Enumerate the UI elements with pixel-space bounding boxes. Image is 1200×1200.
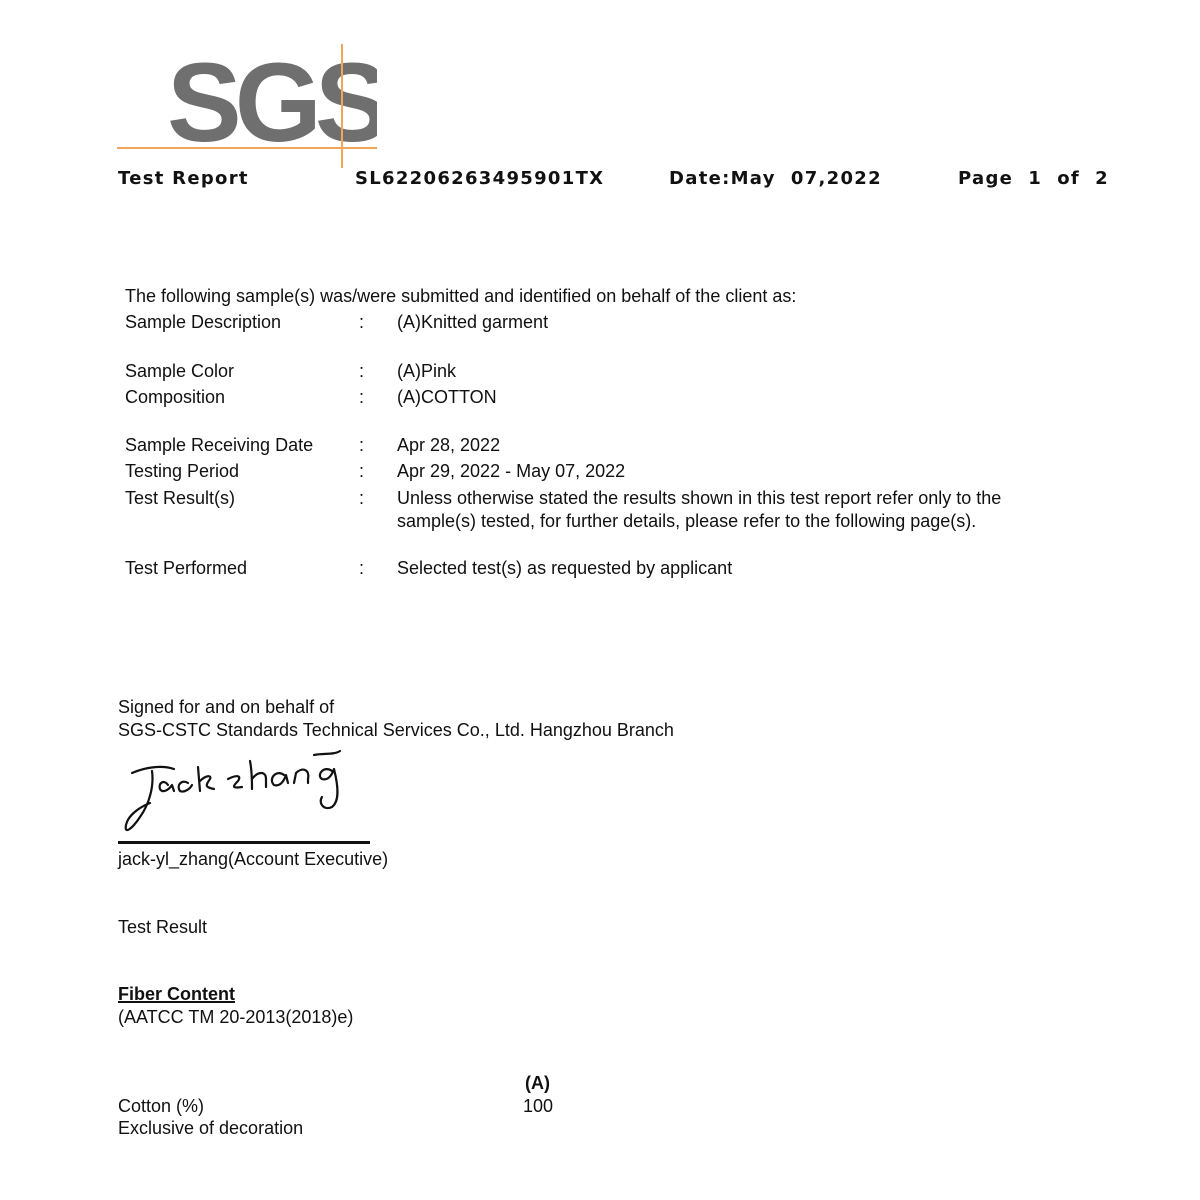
sgs-logo-mark — [117, 44, 377, 168]
signatory-name: jack-yl_zhang(Account Executive) — [118, 849, 389, 869]
page-indicator: Page 1 of 2 — [958, 168, 1109, 189]
report-date: Date:May 07,2022 — [669, 168, 882, 189]
test-performed-label: Test Performed — [125, 558, 248, 578]
composition-colon: : — [359, 387, 365, 407]
testing-period-label: Testing Period — [125, 461, 240, 481]
test-performed-colon: : — [359, 558, 365, 578]
logo-text: SGS — [167, 44, 377, 165]
sample-description-colon: : — [359, 312, 365, 332]
signed-for-text: Signed for and on behalf of — [118, 697, 335, 717]
sample-column-header: (A) — [525, 1073, 550, 1093]
cotton-row-value: 100 — [523, 1096, 554, 1116]
testing-period-value: Apr 29, 2022 - May 07, 2022 — [397, 461, 626, 481]
fiber-content-title: Fiber Content — [118, 984, 235, 1004]
sgs-logo — [117, 44, 377, 168]
sample-color-value: (A)Pink — [397, 361, 457, 381]
receiving-date-value: Apr 28, 2022 — [397, 435, 501, 455]
receiving-date-label: Sample Receiving Date — [125, 435, 314, 455]
company-name: SGS-CSTC Standards Technical Services Co., Ltd. Hangzhou Branch — [118, 720, 674, 740]
report-number: SL62206263495901TX — [355, 168, 605, 189]
test-results-colon: : — [359, 488, 365, 508]
sample-description-value: (A)Knitted garment — [397, 312, 549, 332]
receiving-date-colon: : — [359, 435, 365, 455]
test-results-value-line1: Unless otherwise stated the results shown in this test report refer only to the — [397, 488, 1002, 508]
handwritten-signature — [118, 745, 358, 840]
intro-text: The following sample(s) was/were submitted and identified on behalf of the client as: — [125, 286, 797, 306]
sample-description-label: Sample Description — [125, 312, 282, 332]
report-label: Test Report — [118, 168, 249, 189]
testing-period-colon: : — [359, 461, 365, 481]
test-performed-value: Selected test(s) as requested by applicant — [397, 558, 733, 578]
test-results-value-line2: sample(s) tested, for further details, please refer to the following page(s). — [397, 511, 977, 531]
composition-label: Composition — [125, 387, 226, 407]
decoration-note: Exclusive of decoration — [118, 1118, 304, 1138]
composition-value: (A)COTTON — [397, 387, 497, 407]
signature-line — [118, 841, 370, 844]
sample-color-colon: : — [359, 361, 365, 381]
test-results-label: Test Result(s) — [125, 488, 236, 508]
cotton-row-label: Cotton (%) — [118, 1096, 205, 1116]
test-method: (AATCC TM 20-2013(2018)e) — [118, 1007, 354, 1027]
sample-color-label: Sample Color — [125, 361, 235, 381]
test-result-heading: Test Result — [118, 917, 208, 937]
